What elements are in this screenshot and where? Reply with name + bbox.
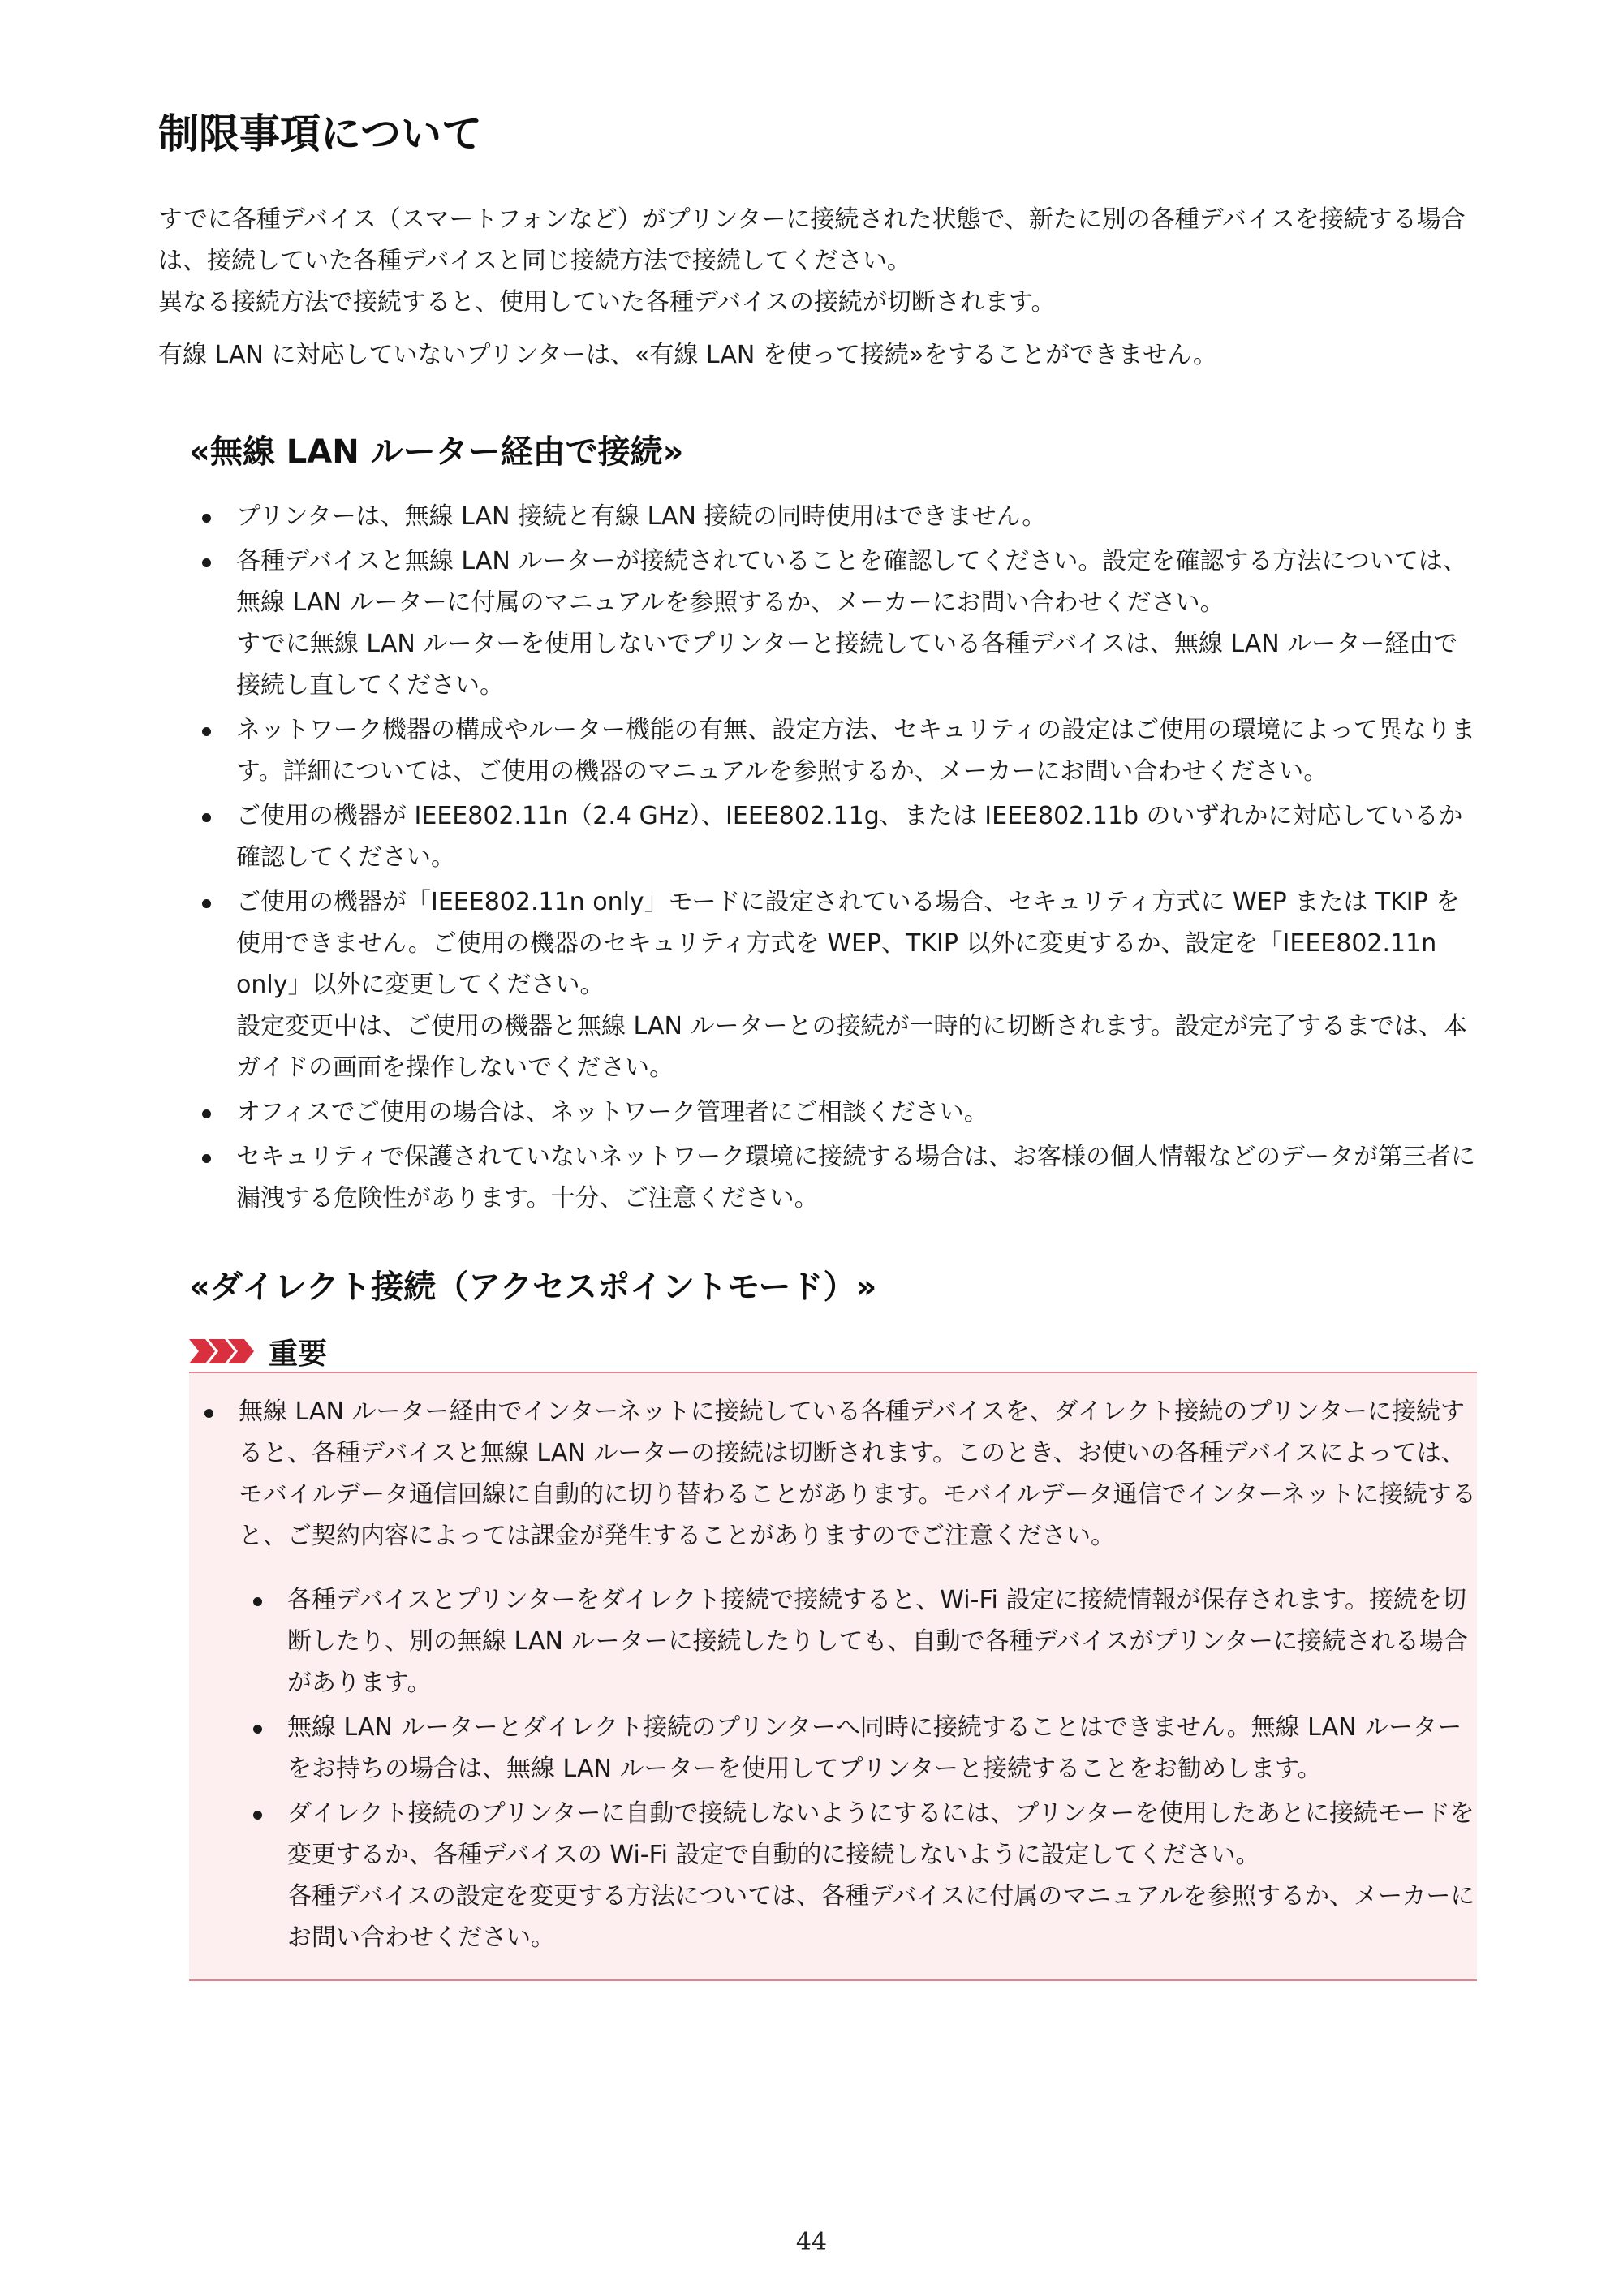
list-item <box>199 1092 1477 1133</box>
intro-text-1b: 異なる接続方法で接続すると、使用していた各種デバイスの接続が切断されます。 <box>158 288 1056 317</box>
bullet-icon <box>202 727 211 736</box>
list-item-text: 無線 LAN ルーター経由でインターネットに接続している各種デバイスを、ダイレクト接続のプリンターに接続すると、各種デバイスと無線 LAN ルーターの接続は切断されます。このとき、お使いの各種デバイスによっては、モバイルデータ通信回線に自動的に切り替わることがあります。モバイルデータ通信でインターネットに接続すると、ご契約内容によっては課金が発生することがありますのでご注意ください。 <box>239 1398 1476 1550</box>
bullet-icon <box>202 1109 211 1118</box>
list-item-text: 各種デバイスとプリンターをダイレクト接続で接続すると、Wi-Fi 設定に接続情報が保存されます。接続を切断したり、別の無線 LAN ルーターに接続したりしても、自動で各種デバイスがプリンターに接続される場合があります。 <box>287 1586 1468 1697</box>
list-item <box>199 496 1477 537</box>
intro-paragraph-2: 有線 LAN に対応していないプリンターは、«有線 LAN を使って接続»をすることができません。 <box>158 341 1217 369</box>
important-box <box>189 1372 1477 1981</box>
list-item <box>199 881 1477 1088</box>
list-item-text: ダイレクト接続のプリンターに自動で接続しないようにするには、プリンターを使用したあとに接続モードを変更するか、各種デバイスの Wi-Fi 設定で自動的に接続しないように設定してください。 <box>287 1799 1474 1869</box>
bullet-icon <box>202 514 211 523</box>
list-item <box>250 1707 1477 1790</box>
bullet-icon <box>253 1811 262 1820</box>
list-item-text: プリンターは、無線 LAN 接続と有線 LAN 接続の同時使用はできません。 <box>236 502 1047 531</box>
important-header <box>189 1331 1477 1372</box>
bullet-icon <box>204 1409 213 1418</box>
list-item-note: 各種デバイスの設定を変更する方法については、各種デバイスに付属のマニュアルを参照するか、メーカーにお問い合わせください。 <box>287 1882 1475 1952</box>
list-item-text: 各種デバイスと無線 LAN ルーターが接続されていることを確認してください。設定を確認する方法については、無線 LAN ルーターに付属のマニュアルを参照するか、メーカーにお問い合わせください。 <box>236 547 1467 617</box>
list-item-text: ご使用の機器が「IEEE802.11n only」モードに設定されている場合、セキュリティ方式に WEP または TKIP を使用できません。ご使用の機器のセキュリティ方式を WEP、TKIP 以外に変更するか、設定を「IEEE802.11n only」以外に変更してください。 <box>236 888 1461 999</box>
list-item <box>250 1579 1477 1704</box>
page-title: 制限事項について <box>158 110 482 157</box>
list-item-text: オフィスでご使用の場合は、ネットワーク管理者にご相談ください。 <box>236 1098 988 1126</box>
list-item-text: ご使用の機器が IEEE802.11n（2.4 GHz）、IEEE802.11g、または IEEE802.11b のいずれかに対応しているか確認してください。 <box>236 802 1463 872</box>
list-item-text: ネットワーク機器の構成やルーター機能の有無、設定方法、セキュリティの設定はご使用の環境によって異なります。詳細については、ご使用の機器のマニュアルを参照するか、メーカーにお問い合わせください。 <box>236 716 1475 786</box>
list-item <box>250 1793 1477 1958</box>
important-nested-list <box>189 1579 1477 1958</box>
list-item-note: 設定変更中は、ご使用の機器と無線 LAN ルーターとの接続が一時的に切断されます。設定が完了するまでは、本ガイドの画面を操作しないでください。 <box>236 1012 1468 1082</box>
document-page <box>158 110 1477 1981</box>
list-item <box>199 1136 1477 1219</box>
important-label: 重要 <box>269 1337 328 1371</box>
bullet-icon <box>202 899 211 908</box>
list-item-note: すでに無線 LAN ルーターを使用しないでプリンターと接続している各種デバイスは、無線 LAN ルーター経由で接続し直してください。 <box>236 630 1458 700</box>
list-item-text: セキュリティで保護されていないネットワーク環境に接続する場合は、お客様の個人情報などのデータが第三者に漏洩する危険性があります。十分、ご注意ください。 <box>236 1143 1475 1213</box>
list-item <box>199 541 1477 706</box>
list-item <box>199 795 1477 878</box>
section-heading-wireless-router: «無線 LAN ルーター経由で接続» <box>189 433 684 471</box>
intro-text-1: すでに各種デバイス（スマートフォンなど）がプリンターに接続された状態で、新たに別の各種デバイスを接続する場合は、接続していた各種デバイスと同じ接続方法で接続してください。 <box>158 205 1466 275</box>
bullet-icon <box>253 1725 262 1734</box>
bullet-icon <box>202 813 211 822</box>
list-item <box>201 1391 1477 1557</box>
section-heading-direct-connection: «ダイレクト接続（アクセスポイントモード）» <box>189 1269 877 1306</box>
bullet-icon <box>253 1597 262 1606</box>
list-item <box>199 709 1477 792</box>
page-number: 44 <box>795 2228 828 2256</box>
bullet-icon <box>202 1154 211 1163</box>
important-list <box>189 1391 1477 1557</box>
list-item-text: 無線 LAN ルーターとダイレクト接続のプリンターへ同時に接続することはできません。無線 LAN ルーターをお持ちの場合は、無線 LAN ルーターを使用してプリンターと接続することをお勧めします。 <box>287 1713 1462 1783</box>
wireless-router-list <box>158 496 1477 1219</box>
important-chevrons-icon <box>189 1339 257 1363</box>
intro-paragraph-1 <box>158 199 1473 323</box>
bullet-icon <box>202 558 211 567</box>
